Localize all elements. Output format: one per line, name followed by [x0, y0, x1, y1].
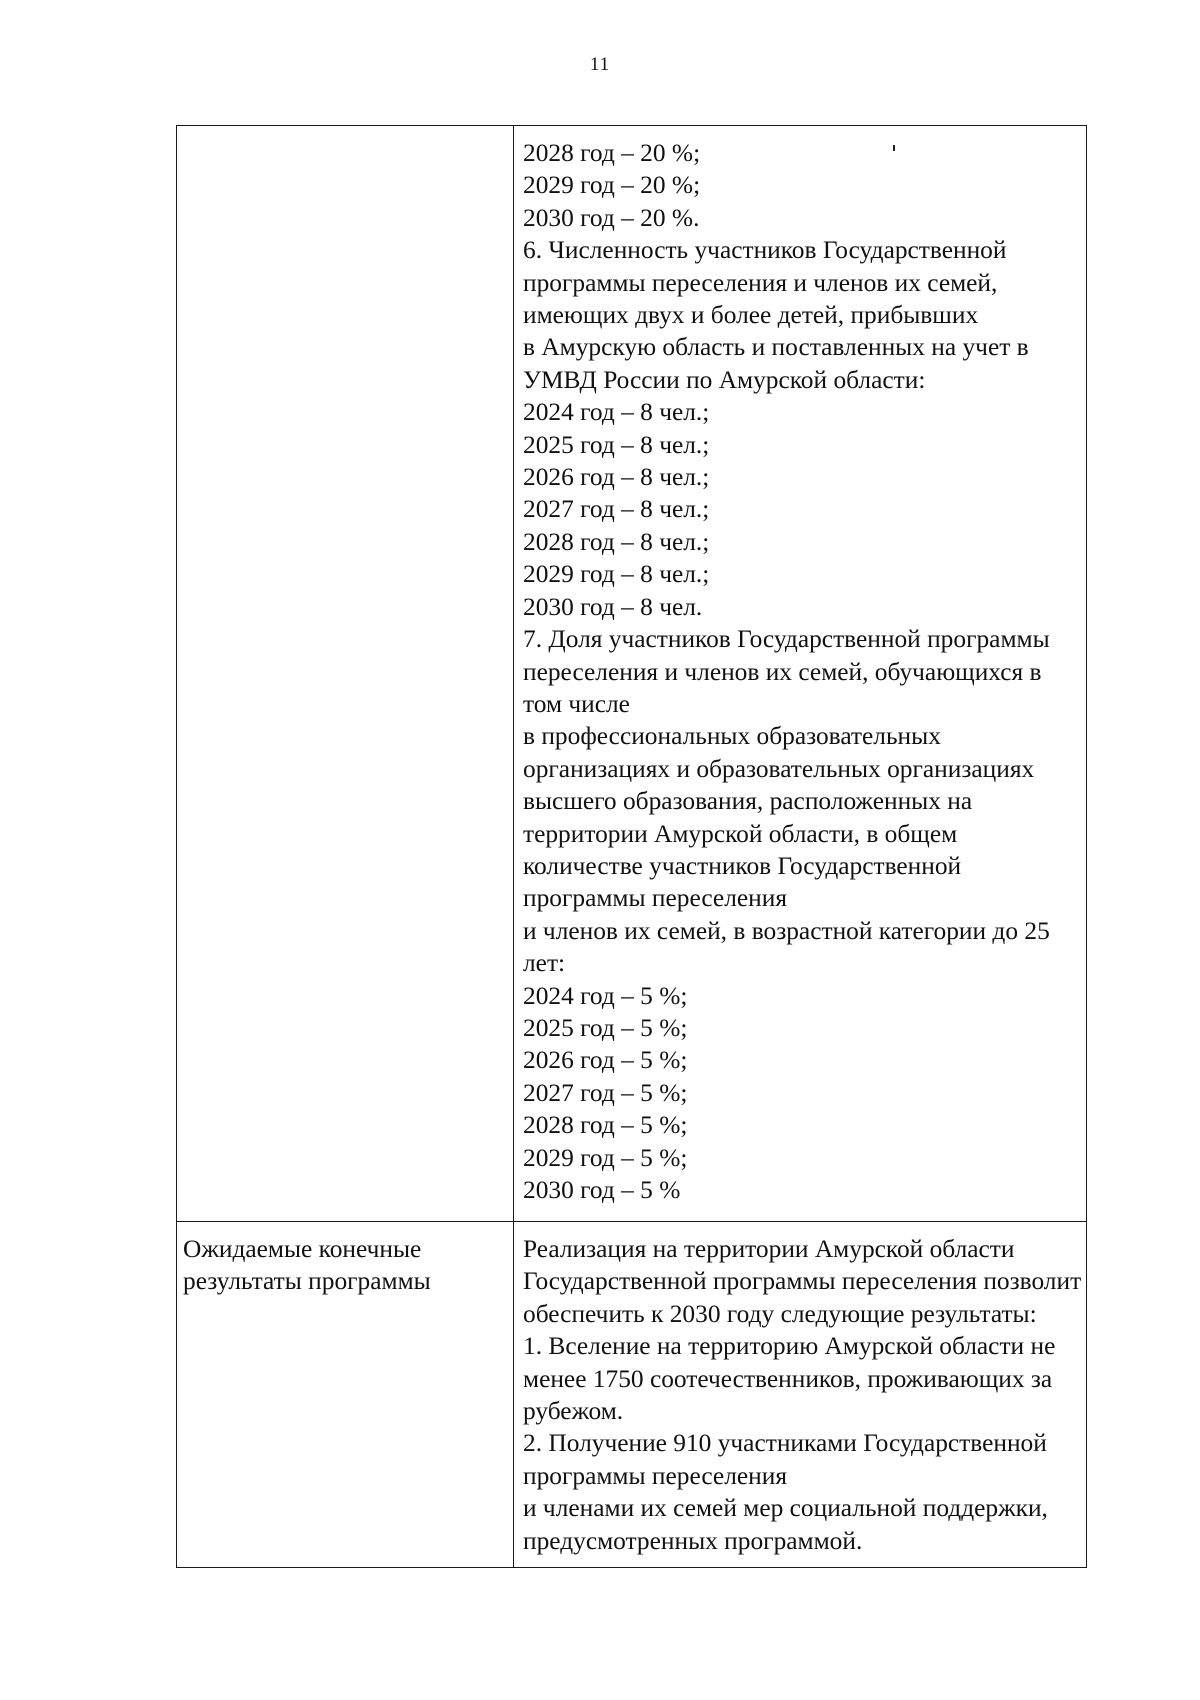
table-row	[177, 1222, 1087, 1568]
program-passport-table	[176, 125, 1087, 1568]
table-cell-right	[514, 1222, 1087, 1568]
expected-results-text: Реализация на территории Амурской области Государственной программы переселения позволит обеспечить к 2030 году следующие результаты: 1. Вселение на территорию Амурской области не менее 1750 соотечественников, проживающих за рубежом. 2. Получение 910 участниками Государственной программы переселения и членами их семей мер социальной поддержки, предусмотренных программой.	[523, 1235, 1082, 1555]
page-number: 11	[589, 54, 611, 75]
table-row	[177, 126, 1087, 1222]
table-cell-left	[177, 1222, 514, 1568]
indicators-text: 2028 год – 20 %; 2029 год – 20 %; 2030 год – 20 %. 6. Численность участников Государственной программы переселения и членов их семей, имеющих двух и более детей, прибывших в Амурскую область и поставленных на учет в УМВД России по Амурской области: 2024 год – 8 чел.; 2025 год – 8 чел.; 2026 год – 8 чел.; 2027 год – 8 чел.; 2028 год – 8 чел.; 2029 год – 8 чел.; 2030 год – 8 чел. 7. Доля участников Государственной программы переселения и членов их семей, обучающихся в том числе в профессиональных образовательных организациях и образовательных организациях высшего образования, расположенных на территории Амурской области, в общем количестве участников Государственной программы переселения и членов их семей, в возрастной категории до 25 лет: 2024 год – 5 %; 2025 год – 5 %; 2026 год – 5 %; 2027 год – 5 %; 2028 год – 5 %; 2029 год – 5 %; 2030 год – 5 %	[523, 139, 1050, 1204]
row-heading-expected-results: Ожидаемые конечные результаты программы	[183, 1235, 431, 1296]
table-cell-right	[514, 126, 1087, 1222]
table-cell-left	[177, 126, 514, 1222]
